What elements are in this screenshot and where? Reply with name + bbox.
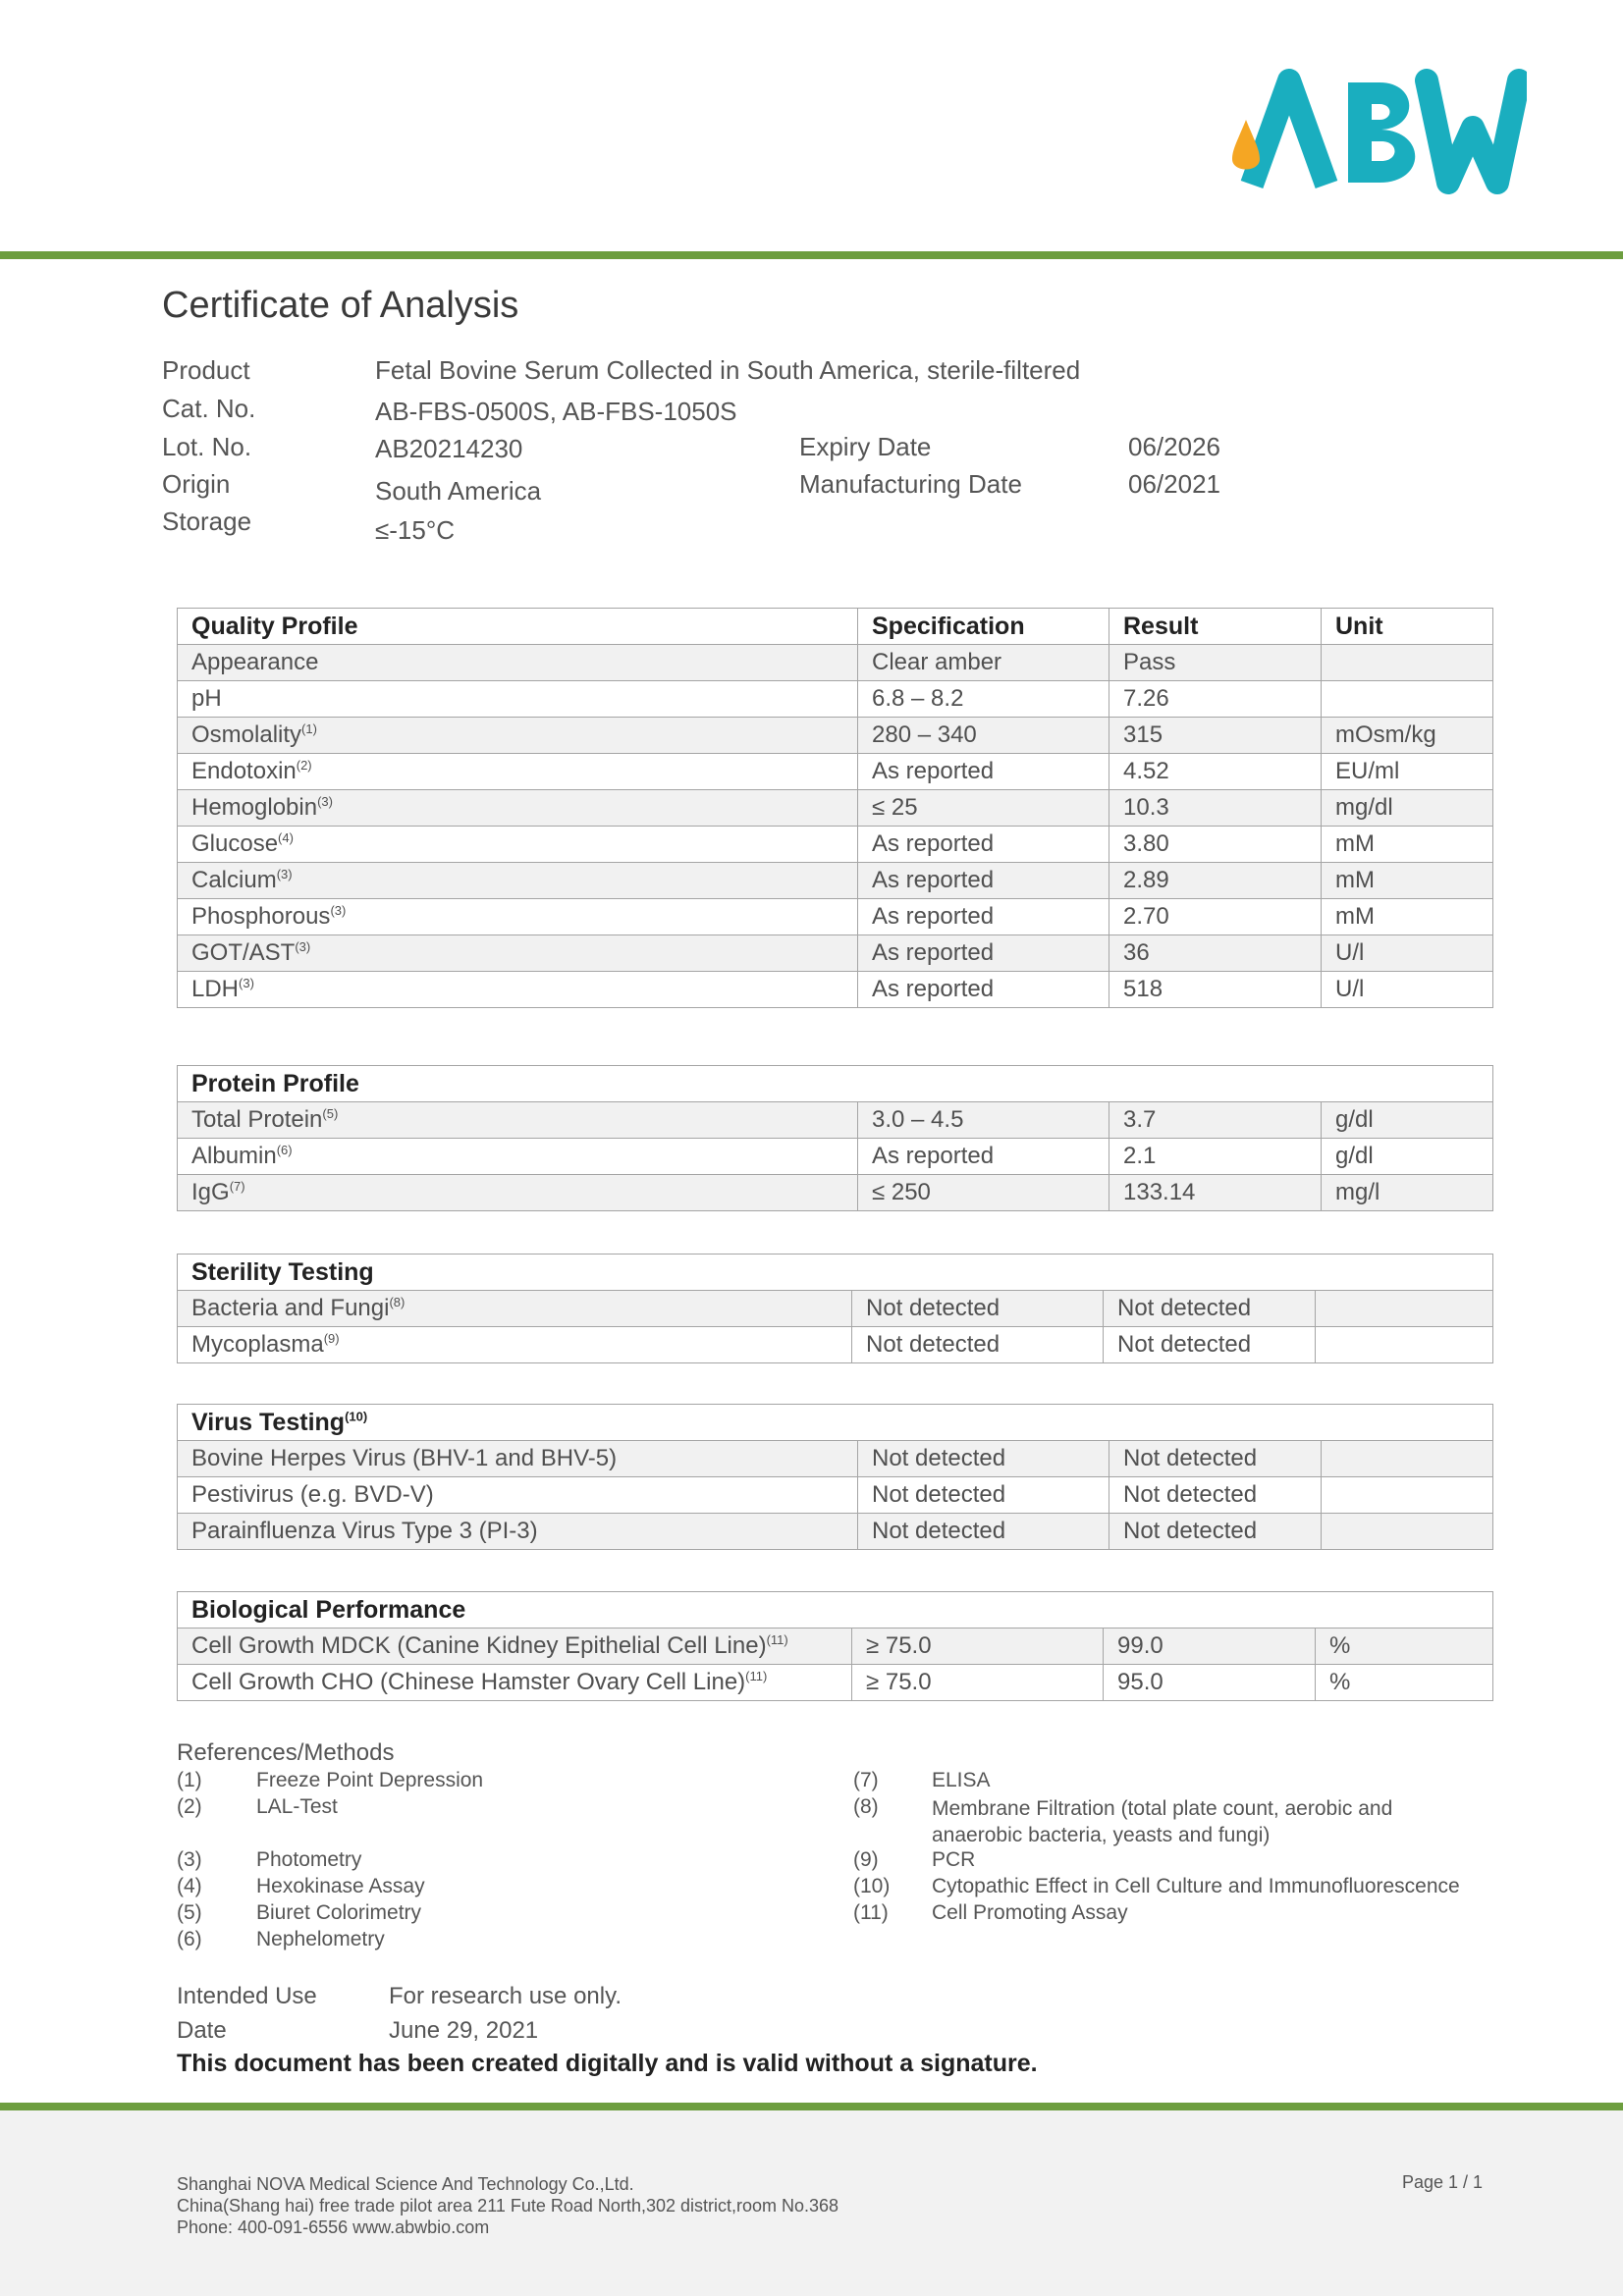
reference-number: (3) — [177, 1848, 202, 1871]
origin-label: Origin — [162, 469, 231, 499]
row-result-cell: 36 — [1109, 935, 1322, 972]
table-row — [178, 1291, 1493, 1327]
reference-marker: (3) — [330, 903, 347, 918]
reference-marker: (1) — [301, 721, 317, 736]
reference-method: Biuret Colorimetry — [256, 1901, 422, 1924]
reference-number: (8) — [853, 1795, 879, 1818]
product-value: Fetal Bovine Serum Collected in South America, sterile-filtered — [375, 355, 1081, 385]
reference-number: (10) — [853, 1875, 891, 1897]
reference-method: Freeze Point Depression — [256, 1769, 484, 1791]
row-unit-cell — [1322, 1514, 1493, 1550]
table-row — [178, 1175, 1493, 1211]
row-result-cell: Not detected — [1104, 1291, 1316, 1327]
table-row — [178, 863, 1493, 899]
table-header-row — [178, 1255, 1493, 1291]
row-spec-cell: 6.8 – 8.2 — [858, 681, 1109, 718]
row-result-cell: 2.70 — [1109, 899, 1322, 935]
virus-testing-table — [177, 1404, 1493, 1550]
row-spec-cell: As reported — [858, 899, 1109, 935]
row-result-cell: 95.0 — [1104, 1665, 1316, 1701]
table-row — [178, 718, 1493, 754]
header-cell: Sterility Testing — [178, 1255, 1493, 1291]
row-result-cell: Not detected — [1109, 1477, 1322, 1514]
row-name-cell — [178, 1629, 852, 1665]
row-unit-cell: % — [1316, 1665, 1493, 1701]
logo-letter-w — [1427, 80, 1519, 183]
row-spec-cell: Clear amber — [858, 645, 1109, 681]
mfg-label: Manufacturing Date — [799, 469, 1022, 499]
page-title: Certificate of Analysis — [162, 285, 519, 326]
table-row — [178, 754, 1493, 790]
row-unit-cell — [1322, 645, 1493, 681]
page-number: Page 1 / 1 — [1402, 2172, 1484, 2192]
reference-marker: (6) — [276, 1143, 293, 1157]
row-name: Parainfluenza Virus Type 3 (PI-3) — [191, 1518, 538, 1544]
row-result-cell: 2.89 — [1109, 863, 1322, 899]
row-spec-cell: 3.0 – 4.5 — [858, 1102, 1109, 1139]
header-cell — [178, 1405, 1493, 1441]
reference-method: Cell Promoting Assay — [932, 1901, 1128, 1924]
table-row — [178, 935, 1493, 972]
row-name-cell — [178, 681, 858, 718]
table-row — [178, 827, 1493, 863]
row-result-cell: 99.0 — [1104, 1629, 1316, 1665]
reference-marker: (9) — [323, 1331, 340, 1346]
row-spec-cell: As reported — [858, 863, 1109, 899]
row-spec-cell: As reported — [858, 827, 1109, 863]
reference-marker: (5) — [322, 1106, 339, 1121]
footer-address: China(Shang hai) free trade pilot area 211 Fute Road North,302 district,room No.368 — [177, 2196, 839, 2216]
references-title: References/Methods — [177, 1739, 395, 1766]
row-name: Bovine Herpes Virus (BHV-1 and BHV-5) — [191, 1445, 618, 1471]
row-name: Cell Growth CHO (Chinese Hamster Ovary Cell Line) — [191, 1669, 746, 1695]
table-header-row — [178, 1066, 1493, 1102]
expiry-label: Expiry Date — [799, 432, 932, 461]
storage-label: Storage — [162, 507, 252, 536]
row-name-cell — [178, 1665, 852, 1701]
row-result-cell: 3.7 — [1109, 1102, 1322, 1139]
reference-method: ELISA — [932, 1769, 991, 1791]
row-result-cell: 3.80 — [1109, 827, 1322, 863]
reference-method: Membrane Filtration (total plate count, aerobic and anaerobic bacteria, yeasts and fungi) — [932, 1797, 1393, 1846]
reference-number: (5) — [177, 1901, 202, 1924]
row-result-cell: Pass — [1109, 645, 1322, 681]
row-name: Mycoplasma — [191, 1331, 324, 1358]
header-divider — [0, 251, 1623, 259]
row-unit-cell: mg/dl — [1322, 790, 1493, 827]
row-name-cell — [178, 1477, 858, 1514]
reference-method: Cytopathic Effect in Cell Culture and Immunofluorescence — [932, 1875, 1460, 1897]
row-name: Total Protein — [191, 1106, 323, 1133]
reference-method: Nephelometry — [256, 1928, 385, 1950]
table-header-row — [178, 1592, 1493, 1629]
row-unit-cell: EU/ml — [1322, 754, 1493, 790]
header-cell: Result — [1109, 609, 1322, 645]
footer-company: Shanghai NOVA Medical Science And Technology Co.,Ltd. — [177, 2174, 634, 2194]
row-result-cell: 10.3 — [1109, 790, 1322, 827]
row-unit-cell: % — [1316, 1629, 1493, 1665]
intended-use-label: Intended Use — [177, 1983, 317, 2009]
row-name-cell — [178, 899, 858, 935]
row-spec-cell: Not detected — [858, 1514, 1109, 1550]
row-unit-cell: mM — [1322, 863, 1493, 899]
row-spec-cell: As reported — [858, 972, 1109, 1008]
reference-number: (1) — [177, 1769, 202, 1791]
header-cell: Unit — [1322, 609, 1493, 645]
reference-number: (11) — [853, 1901, 889, 1924]
row-name-cell — [178, 718, 858, 754]
row-name-cell — [178, 863, 858, 899]
header-cell: Specification — [858, 609, 1109, 645]
table-row — [178, 1477, 1493, 1514]
reference-number: (2) — [177, 1795, 202, 1818]
footer-divider — [0, 2103, 1623, 2110]
lotno-label: Lot. No. — [162, 432, 252, 461]
row-name-cell — [178, 935, 858, 972]
row-spec-cell: 280 – 340 — [858, 718, 1109, 754]
reference-marker: (8) — [389, 1295, 406, 1309]
row-spec-cell: ≤ 250 — [858, 1175, 1109, 1211]
row-name-cell — [178, 1441, 858, 1477]
row-spec-cell: Not detected — [858, 1477, 1109, 1514]
row-result-cell: 518 — [1109, 972, 1322, 1008]
row-unit-cell: U/l — [1322, 935, 1493, 972]
row-name-cell — [178, 790, 858, 827]
reference-method: PCR — [932, 1848, 976, 1871]
row-result-cell: Not detected — [1109, 1514, 1322, 1550]
table-row — [178, 1139, 1493, 1175]
header-cell: Protein Profile — [178, 1066, 1493, 1102]
reference-marker: (2) — [296, 758, 312, 773]
footer-contact: Phone: 400-091-6556 www.abwbio.com — [177, 2217, 490, 2237]
row-spec-cell: Not detected — [858, 1441, 1109, 1477]
row-name-cell — [178, 754, 858, 790]
logo-drop-icon — [1232, 120, 1260, 170]
reference-marker: (7) — [229, 1179, 245, 1194]
table-row — [178, 1514, 1493, 1550]
row-result-cell: 315 — [1109, 718, 1322, 754]
row-unit-cell — [1322, 1441, 1493, 1477]
row-unit-cell: g/dl — [1322, 1139, 1493, 1175]
row-name-cell — [178, 1291, 852, 1327]
table-row — [178, 899, 1493, 935]
expiry-value: 06/2026 — [1128, 432, 1220, 461]
reference-number: (7) — [853, 1769, 879, 1791]
row-unit-cell — [1322, 1477, 1493, 1514]
table-row — [178, 1629, 1493, 1665]
row-name: Calcium — [191, 867, 277, 893]
table-row — [178, 1102, 1493, 1139]
date-label: Date — [177, 2017, 227, 2044]
row-name-cell — [178, 1139, 858, 1175]
row-name-cell — [178, 645, 858, 681]
row-name-cell — [178, 827, 858, 863]
reference-number: (9) — [853, 1848, 879, 1871]
reference-marker: (4) — [278, 830, 294, 845]
origin-value: South America — [375, 476, 542, 506]
table-row — [178, 681, 1493, 718]
lotno-value: AB20214230 — [375, 434, 523, 463]
row-unit-cell — [1316, 1291, 1493, 1327]
row-name-cell — [178, 972, 858, 1008]
mfg-value: 06/2021 — [1128, 469, 1220, 499]
row-name: pH — [191, 685, 222, 712]
reference-marker: (3) — [276, 867, 293, 881]
product-label: Product — [162, 355, 250, 385]
table-row — [178, 1327, 1493, 1363]
row-unit-cell: mM — [1322, 827, 1493, 863]
row-name-cell — [178, 1102, 858, 1139]
row-name-cell — [178, 1175, 858, 1211]
header-cell: Quality Profile — [178, 609, 858, 645]
table-row — [178, 972, 1493, 1008]
row-name: Osmolality — [191, 721, 302, 748]
header-cell: Biological Performance — [178, 1592, 1493, 1629]
intended-use-value: For research use only. — [389, 1983, 622, 2009]
reference-marker: (11) — [766, 1632, 788, 1647]
row-name-cell — [178, 1327, 852, 1363]
table-row — [178, 1665, 1493, 1701]
table-row — [178, 1441, 1493, 1477]
digital-validity-statement: This document has been created digitally and is valid without a signature. — [177, 2050, 1038, 2077]
reference-number: (6) — [177, 1928, 202, 1950]
date-value: June 29, 2021 — [389, 2017, 539, 2044]
row-name: Albumin — [191, 1143, 277, 1169]
row-name: LDH — [191, 976, 240, 1002]
reference-method: Hexokinase Assay — [256, 1875, 425, 1897]
reference-marker: (3) — [317, 794, 333, 809]
row-spec-cell: As reported — [858, 754, 1109, 790]
reference-marker: (3) — [295, 939, 311, 954]
row-spec-cell: Not detected — [852, 1291, 1104, 1327]
abw-logo — [1232, 69, 1527, 196]
row-result-cell: Not detected — [1109, 1441, 1322, 1477]
reference-marker: (3) — [239, 976, 254, 990]
reference-number: (4) — [177, 1875, 202, 1897]
reference-method: Photometry — [256, 1848, 362, 1871]
row-result-cell: Not detected — [1104, 1327, 1316, 1363]
row-spec-cell: Not detected — [852, 1327, 1104, 1363]
row-unit-cell: mOsm/kg — [1322, 718, 1493, 754]
row-result-cell: 2.1 — [1109, 1139, 1322, 1175]
row-spec-cell: As reported — [858, 1139, 1109, 1175]
row-name: Endotoxin — [191, 758, 297, 784]
row-unit-cell — [1316, 1327, 1493, 1363]
logo-letter-b — [1348, 82, 1415, 183]
row-unit-cell: mg/l — [1322, 1175, 1493, 1211]
table-header-row — [178, 1405, 1493, 1441]
row-spec-cell: ≤ 25 — [858, 790, 1109, 827]
row-result-cell: 4.52 — [1109, 754, 1322, 790]
storage-value: ≤-15°C — [375, 515, 456, 545]
catno-label: Cat. No. — [162, 394, 256, 423]
sterility-testing-table — [177, 1254, 1493, 1363]
row-result-cell: 133.14 — [1109, 1175, 1322, 1211]
row-name: IgG — [191, 1179, 230, 1205]
row-name: Hemoglobin — [191, 794, 318, 821]
row-spec-cell: ≥ 75.0 — [852, 1665, 1104, 1701]
table-row — [178, 645, 1493, 681]
row-unit-cell — [1322, 681, 1493, 718]
row-name-cell — [178, 1514, 858, 1550]
row-unit-cell: U/l — [1322, 972, 1493, 1008]
row-name: Cell Growth MDCK (Canine Kidney Epithelial Cell Line) — [191, 1632, 767, 1659]
row-name: Glucose — [191, 830, 279, 857]
row-result-cell: 7.26 — [1109, 681, 1322, 718]
row-unit-cell: mM — [1322, 899, 1493, 935]
table-row — [178, 790, 1493, 827]
protein-profile-table — [177, 1065, 1493, 1211]
row-spec-cell: As reported — [858, 935, 1109, 972]
table-header-row — [178, 609, 1493, 645]
reference-marker: (11) — [745, 1669, 768, 1683]
catno-value: AB-FBS-0500S, AB-FBS-1050S — [375, 397, 737, 426]
row-spec-cell: ≥ 75.0 — [852, 1629, 1104, 1665]
row-name: GOT/AST — [191, 939, 296, 966]
biological-performance-table — [177, 1591, 1493, 1701]
row-name: Pestivirus (e.g. BVD-V) — [191, 1481, 434, 1508]
row-name: Appearance — [191, 649, 319, 675]
row-name: Bacteria and Fungi — [191, 1295, 390, 1321]
virus-header-text: Virus Testing — [191, 1408, 346, 1436]
row-name: Phosphorous — [191, 903, 331, 930]
row-unit-cell: g/dl — [1322, 1102, 1493, 1139]
reference-method: LAL-Test — [256, 1795, 338, 1818]
virus-header-ref: (10) — [345, 1409, 368, 1424]
quality-profile-table — [177, 608, 1493, 1008]
logo-letter-a — [1252, 80, 1326, 185]
